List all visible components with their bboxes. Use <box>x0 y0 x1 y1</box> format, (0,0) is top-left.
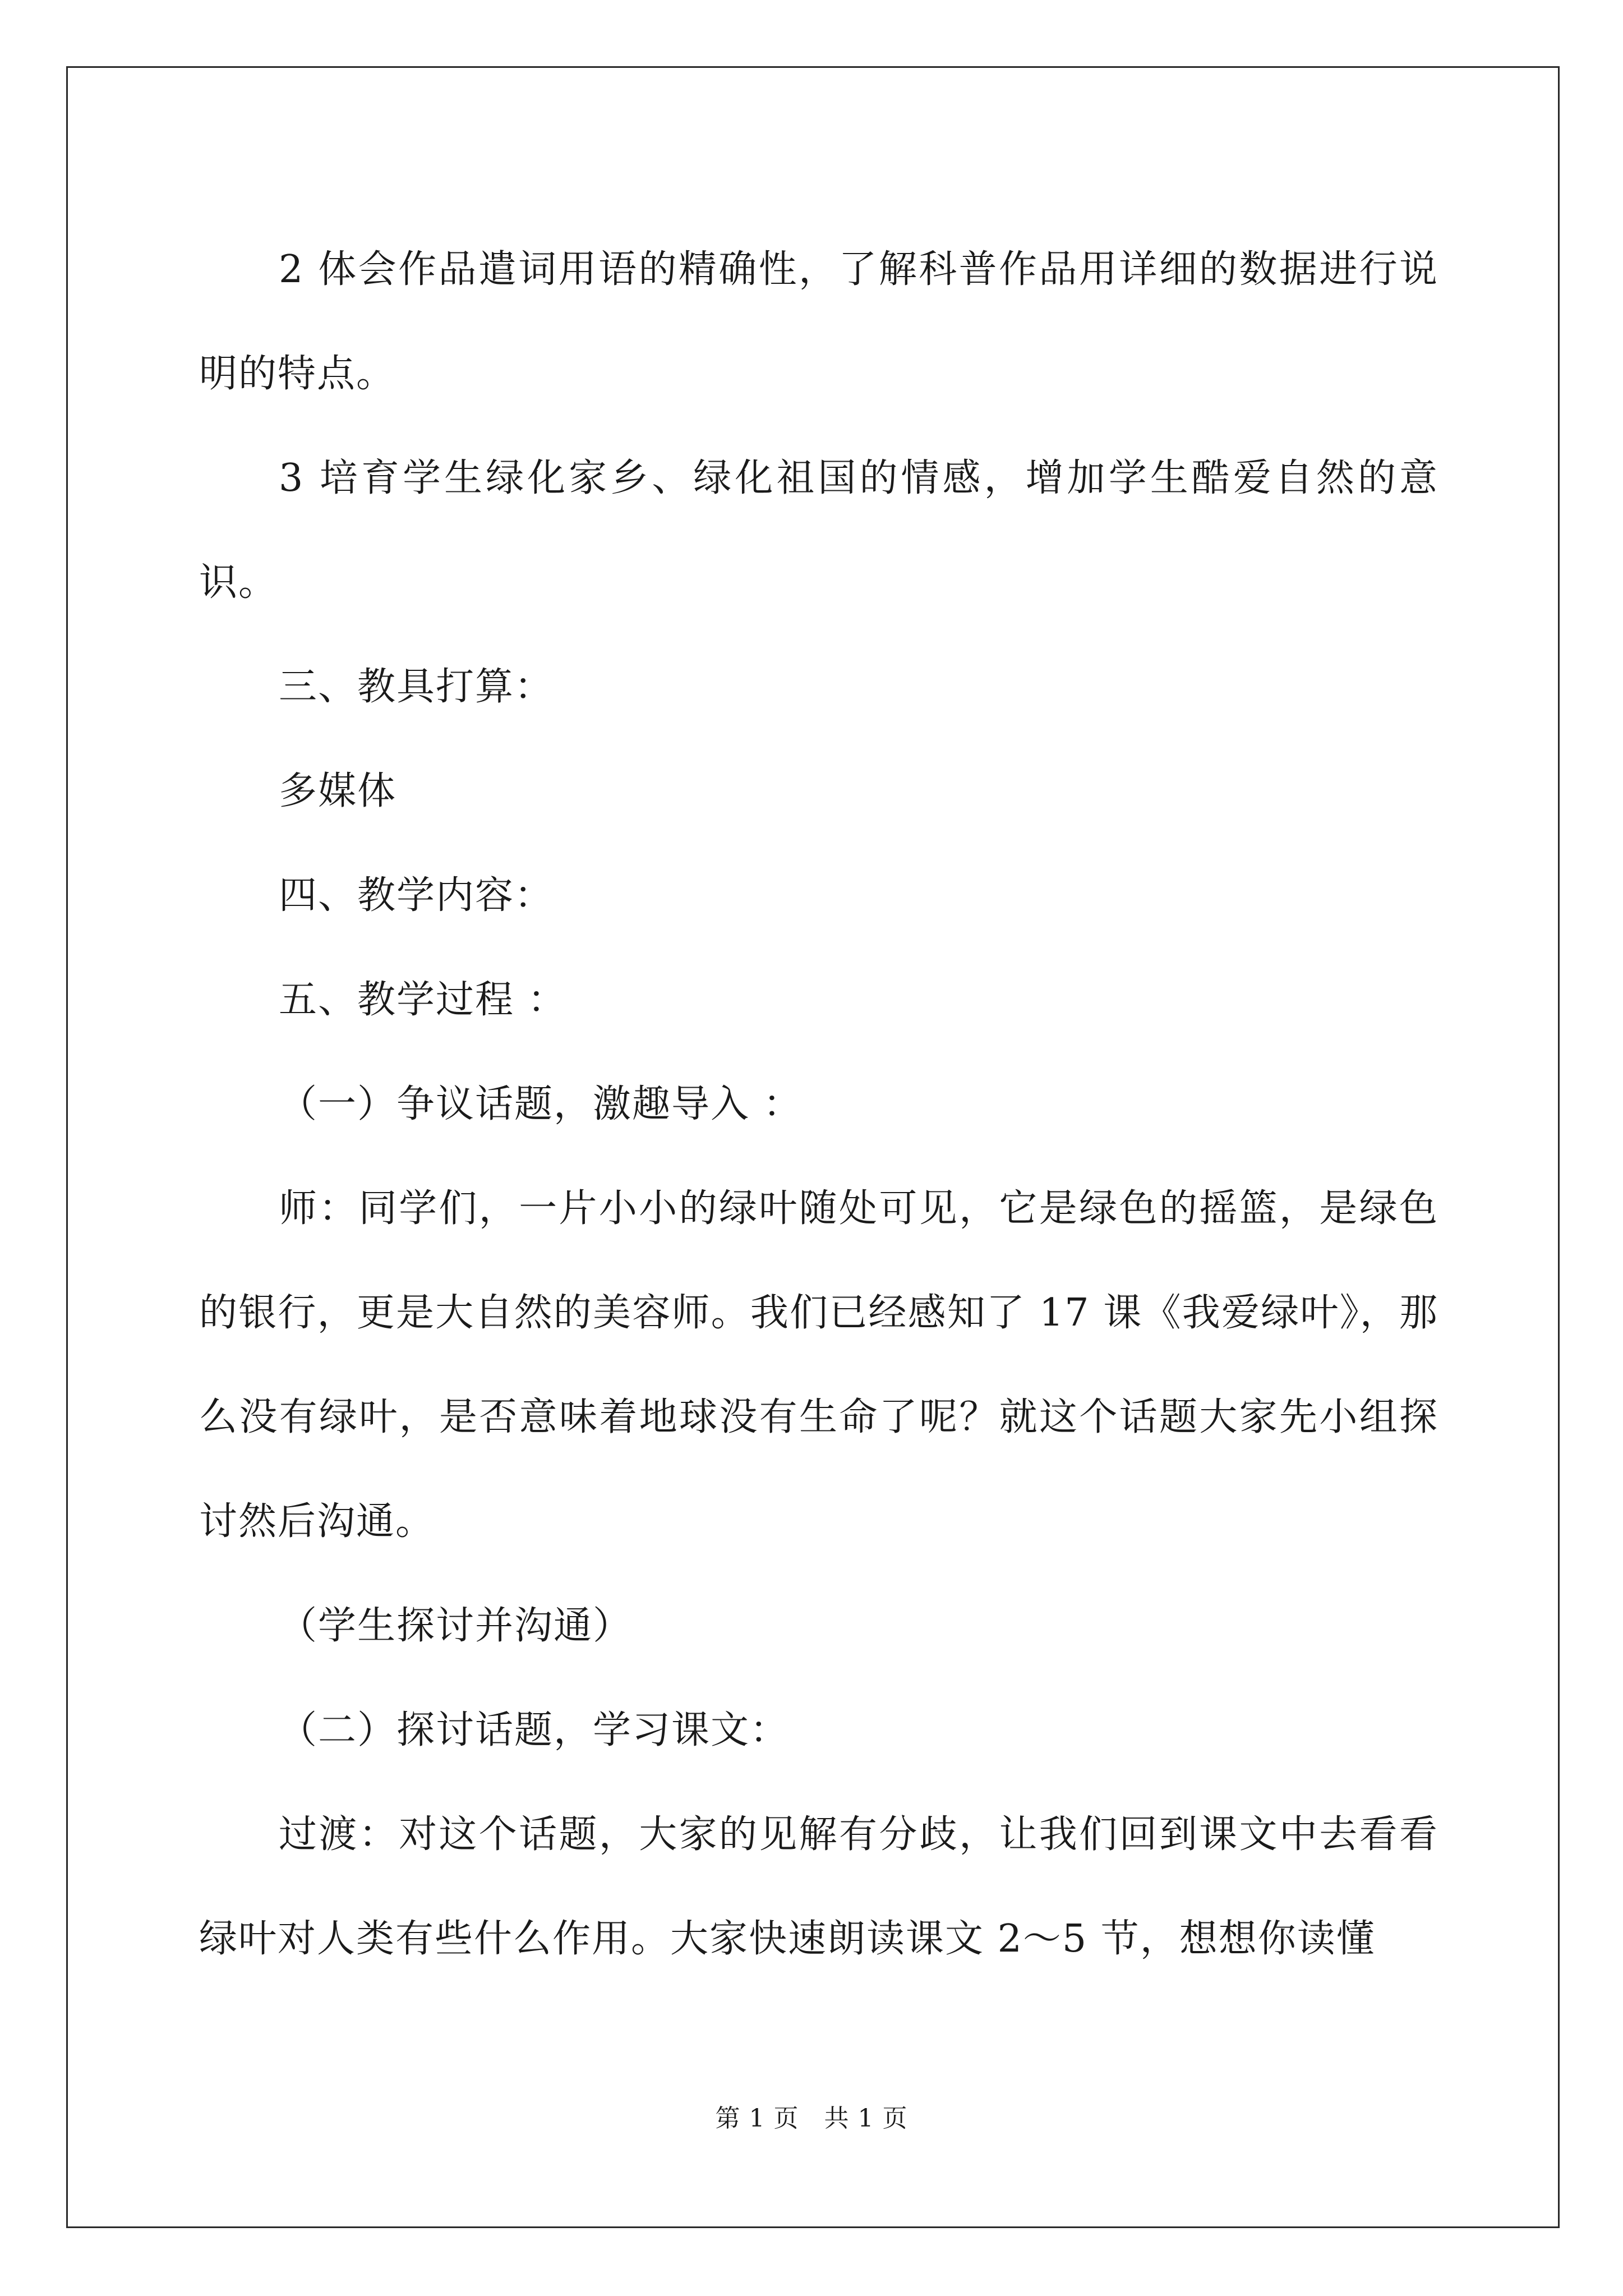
heading-section-1: （一）争议话题，激趣导入 ： <box>279 1082 803 1126</box>
paragraph-objective-2: 2 体会作品遣词用语的精确性，了解科普作品用详细的数据进行说明的特点。 <box>199 247 1438 396</box>
paragraph-objective-3: 3 培育学生绿化家乡、绿化祖国的情感，增加学生酷爱自然的意识。 <box>199 456 1438 605</box>
heading-teaching-content: 四、教学内容： <box>279 873 554 918</box>
document-body <box>199 218 1438 1991</box>
paragraph-teacher-intro: 师：同学们，一片小小的绿叶随处可见，它是绿色的摇篮，是绿色的银行，更是大自然的美容师。我们已经感知了 17 课《我爱绿叶》，那么没有绿叶，是否意味着地球没有生命了呢？就这个话题大家先小组探讨然后沟通。 <box>199 1186 1438 1544</box>
heading-section-2: （二）探讨话题，学习课文： <box>279 1708 790 1752</box>
heading-teaching-aids: 三、教具打算： <box>279 665 554 709</box>
heading-teaching-process: 五、教学过程 ： <box>279 978 567 1022</box>
paragraph-transition: 过渡：对这个话题，大家的见解有分歧，让我们回到课文中去看看绿叶对人类有些什么作用。大家快速朗读课文 2～5 节，想想你读懂 <box>199 1812 1438 1961</box>
page-footer: 第 1 页 共 1 页 <box>715 2104 908 2133</box>
paragraph-student-activity: （学生探讨并沟通） <box>279 1604 633 1648</box>
paragraph-multimedia: 多媒体 <box>279 769 397 813</box>
